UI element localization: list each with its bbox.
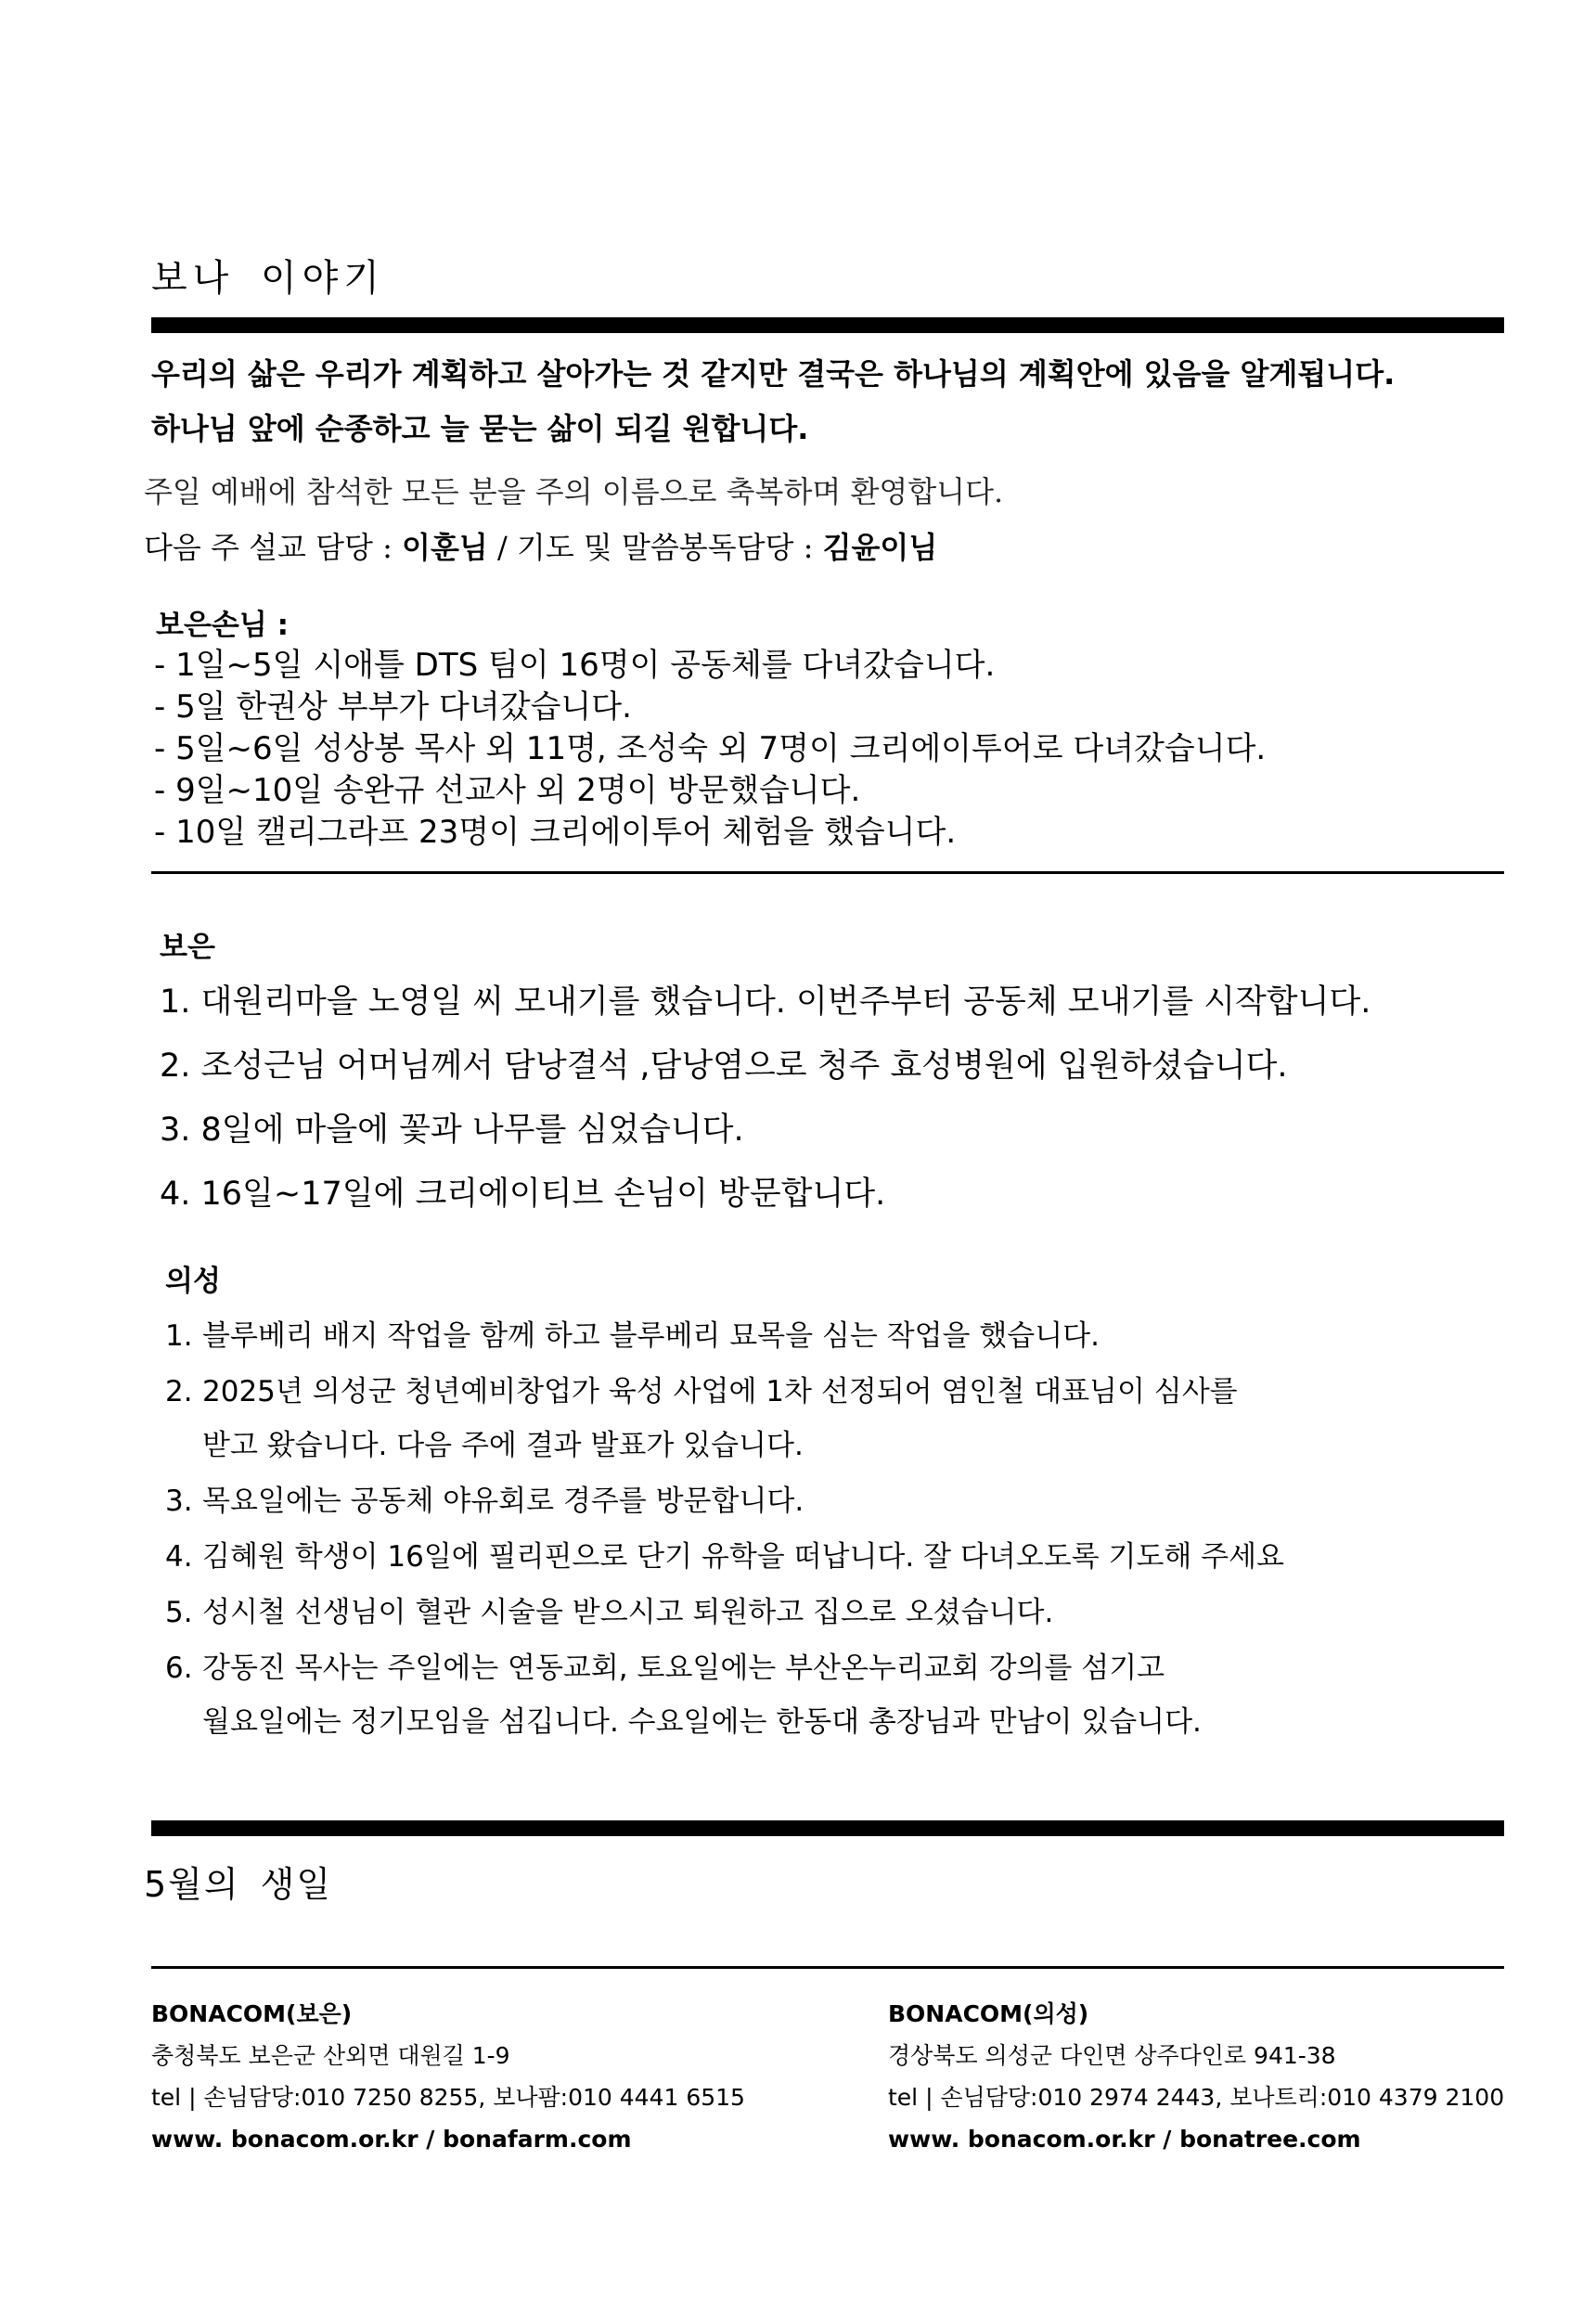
prayer-label: / 기도 및 말씀봉독담당 : <box>496 530 814 565</box>
list-item: - 5일~6일 성상봉 목사 외 11명, 조성숙 외 7명이 크리에이투어로 다녀갔습니다. <box>154 730 1267 767</box>
list-item: 3. 목요일에는 공동체 야유회로 경주를 방문합니다. <box>165 1485 804 1518</box>
list-item: - 1일~5일 시애틀 DTS 팀이 16명이 공동체를 다녀갔습니다. <box>154 647 996 684</box>
list-item: 2. 조성근님 어머님께서 담낭결석 ,담낭염으로 청주 효성병원에 입원하셨습니다. <box>160 1048 1288 1085</box>
footer-uiseong <box>888 1993 1504 2160</box>
footer-boeun-address: 충청북도 보은군 산외면 대원길 1-9 <box>151 2042 510 2069</box>
birthday-heading: 5월의 생일 <box>144 1864 333 1905</box>
boeun-heading: 보은 <box>160 931 215 964</box>
footer-boeun-tel: tel | 손님담당:010 7250 8255, 보나팜:010 4441 6515 <box>151 2084 745 2111</box>
list-item: 4. 16일~17일에 크리에이티브 손님이 방문합니다. <box>160 1176 886 1213</box>
footer-boeun <box>151 1993 745 2160</box>
list-item: - 9일~10일 송완규 선교사 외 2명이 방문했습니다. <box>154 772 861 809</box>
list-item: 1. 대원리마을 노영일 씨 모내기를 했습니다. 이번주부터 공동체 모내기를 시작합니다. <box>160 983 1371 1021</box>
uiseong-list <box>165 1308 1284 1750</box>
footer-boeun-name: BONACOM(보은) <box>151 2000 353 2027</box>
intro-line-1: 우리의 삶은 우리가 계획하고 살아가는 것 같지만 결국은 하나님의 계획안에 있음을 알게됩니다. <box>151 356 1396 392</box>
footer-uiseong-web: www. bonacom.or.kr / bonatree.com <box>888 2126 1361 2153</box>
boeun-list <box>160 974 1371 1230</box>
footer-divider <box>151 1966 1504 1969</box>
guest-list <box>154 645 1266 854</box>
list-item: 2. 2025년 의성군 청년예비창업가 육성 사업에 1차 선정되어 염인철 대표님이 심사를 받고 왔습니다. 다음 주에 결과 발표가 있습니다. <box>165 1375 1238 1462</box>
sermon-label: 다음 주 설교 담당 : <box>144 530 393 565</box>
list-item: 6. 강동진 목사는 주일에는 연동교회, 토요일에는 부산온누리교회 강의를 섬기고 월요일에는 정기모임을 섬깁니다. 수요일에는 한동대 총장님과 만남이 있습니다. <box>165 1652 1202 1739</box>
intro-line-2: 하나님 앞에 순종하고 늘 묻는 삶이 되길 원합니다. <box>151 411 809 446</box>
uiseong-heading: 의성 <box>165 1265 221 1298</box>
list-item: 4. 김혜원 학생이 16일에 필리핀으로 단기 유학을 떠납니다. 잘 다녀오도록 기도해 주세요 <box>165 1540 1285 1574</box>
footer-uiseong-address: 경상북도 의성군 다인면 상주다인로 941-38 <box>888 2042 1336 2069</box>
list-item: - 10일 캘리그라프 23명이 크리에이투어 체험을 했습니다. <box>154 814 957 851</box>
section-divider <box>151 871 1504 874</box>
list-item: 3. 8일에 마을에 꽃과 나무를 심었습니다. <box>160 1112 744 1149</box>
list-item: 5. 성시철 선생님이 혈관 시술을 받으시고 퇴원하고 집으로 오셨습니다. <box>165 1596 1054 1629</box>
list-item: 1. 블루베리 배지 작업을 함께 하고 블루베리 묘목을 심는 작업을 했습니다. <box>165 1319 1100 1353</box>
footer-uiseong-tel: tel | 손님담당:010 2974 2443, 보나트리:010 4379 2100 <box>888 2084 1505 2111</box>
list-item: - 5일 한권상 부부가 다녀갔습니다. <box>154 688 632 726</box>
page-title: 보나 이야기 <box>151 257 385 300</box>
title-divider <box>151 317 1504 333</box>
footer-boeun-web: www. bonacom.or.kr / bonafarm.com <box>151 2126 632 2153</box>
welcome-text: 주일 예배에 참석한 모든 분을 주의 이름으로 축복하며 환영합니다. <box>144 474 1004 509</box>
birthday-divider <box>151 1820 1504 1836</box>
footer-uiseong-name: BONACOM(의성) <box>888 2000 1089 2027</box>
sermon-name: 이훈님 <box>402 530 488 565</box>
prayer-name: 김윤이님 <box>822 530 938 565</box>
next-week-schedule <box>144 524 937 567</box>
guests-heading: 보은손님 : <box>156 609 289 642</box>
